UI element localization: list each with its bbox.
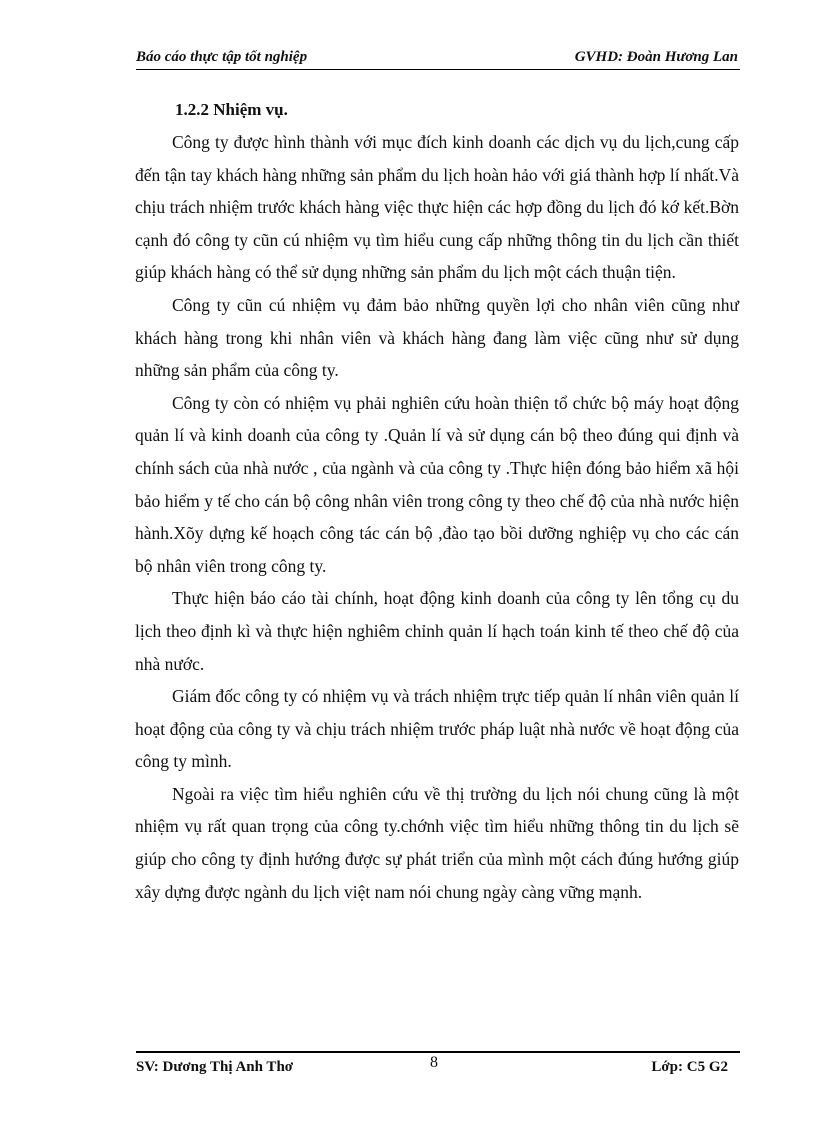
section-title: 1.2.2 Nhiệm vụ. xyxy=(175,100,288,119)
page-content xyxy=(135,94,739,908)
header-supervisor: GVHD: Đoàn Hương Lan xyxy=(574,49,738,65)
paragraph: Công ty còn có nhiệm vụ phải nghiên cứu hoàn thiện tổ chức bộ máy hoạt động quản lí và kinh doanh của công ty .Quản lí và sử dụng cán bộ theo đúng qui định và chính sách của nhà nước , của ngành và của công ty .Thực hiện đóng bảo hiểm xã hội bảo hiểm y tế cho cán bộ công nhân viên trong công ty theo chế độ của nhà nước hiện hành.Xõy dựng kế hoạch công tác cán bộ ,đào tạo bồi dưỡng nghiệp vụ cho các cán bộ nhân viên trong công ty. xyxy=(135,392,739,576)
page-number: 8 xyxy=(430,1054,438,1071)
page-footer xyxy=(136,1051,740,1079)
paragraph: Giám đốc công ty có nhiệm vụ và trách nhiệm trực tiếp quản lí nhân viên quản lí hoạt động của công ty và chịu trách nhiệm trước pháp luật nhà nước về hoạt động của công ty mình. xyxy=(135,686,739,772)
paragraph: Công ty được hình thành với mục đích kinh doanh các dịch vụ du lịch,cung cấp đến tận tay khách hàng những sản phẩm du lịch hoàn hảo với giá thành hợp lí nhất.Và chịu trách nhiệm trước khách hàng việc thực hiện các hợp đồng du lịch đó kớ kết.Bờn cạnh đó công ty cũn cú nhiệm vụ tìm hiểu cung cấp những thông tin du lịch cần thiết giúp khách hàng có thể sử dụng những sản phẩm du lịch một cách thuận tiện. xyxy=(135,132,739,283)
footer-class: Lớp: C5 G2 xyxy=(651,1059,728,1075)
page-header xyxy=(136,49,740,70)
paragraph: Công ty cũn cú nhiệm vụ đảm bảo những quyền lợi cho nhân viên cũng như khách hàng trong khi nhân viên và khách hàng đang làm việc cũng như sử dụng những sản phẩm của công ty. xyxy=(135,294,739,381)
footer-student-name: SV: Dương Thị Anh Thơ xyxy=(136,1059,294,1075)
header-report-title: Báo cáo thực tập tốt nghiệp xyxy=(136,49,308,65)
paragraph: Thực hiện báo cáo tài chính, hoạt động kinh doanh của công ty lên tổng cụ du lịch theo định kì và thực hiện nghiêm chỉnh quản lí hạch toán kinh tế theo chế độ của nhà nước. xyxy=(135,588,739,674)
paragraph: Ngoài ra việc tìm hiểu nghiên cứu về thị trường du lịch nói chung cũng là một nhiệm vụ rất quan trọng của công ty.chớnh việc tìm hiểu những thông tin du lịch sẽ giúp cho công ty định hướng được sự phát triển của mình một cách đúng hướng giúp xây dựng được ngành du lịch việt nam nói chung ngày càng vững mạnh. xyxy=(135,783,739,902)
